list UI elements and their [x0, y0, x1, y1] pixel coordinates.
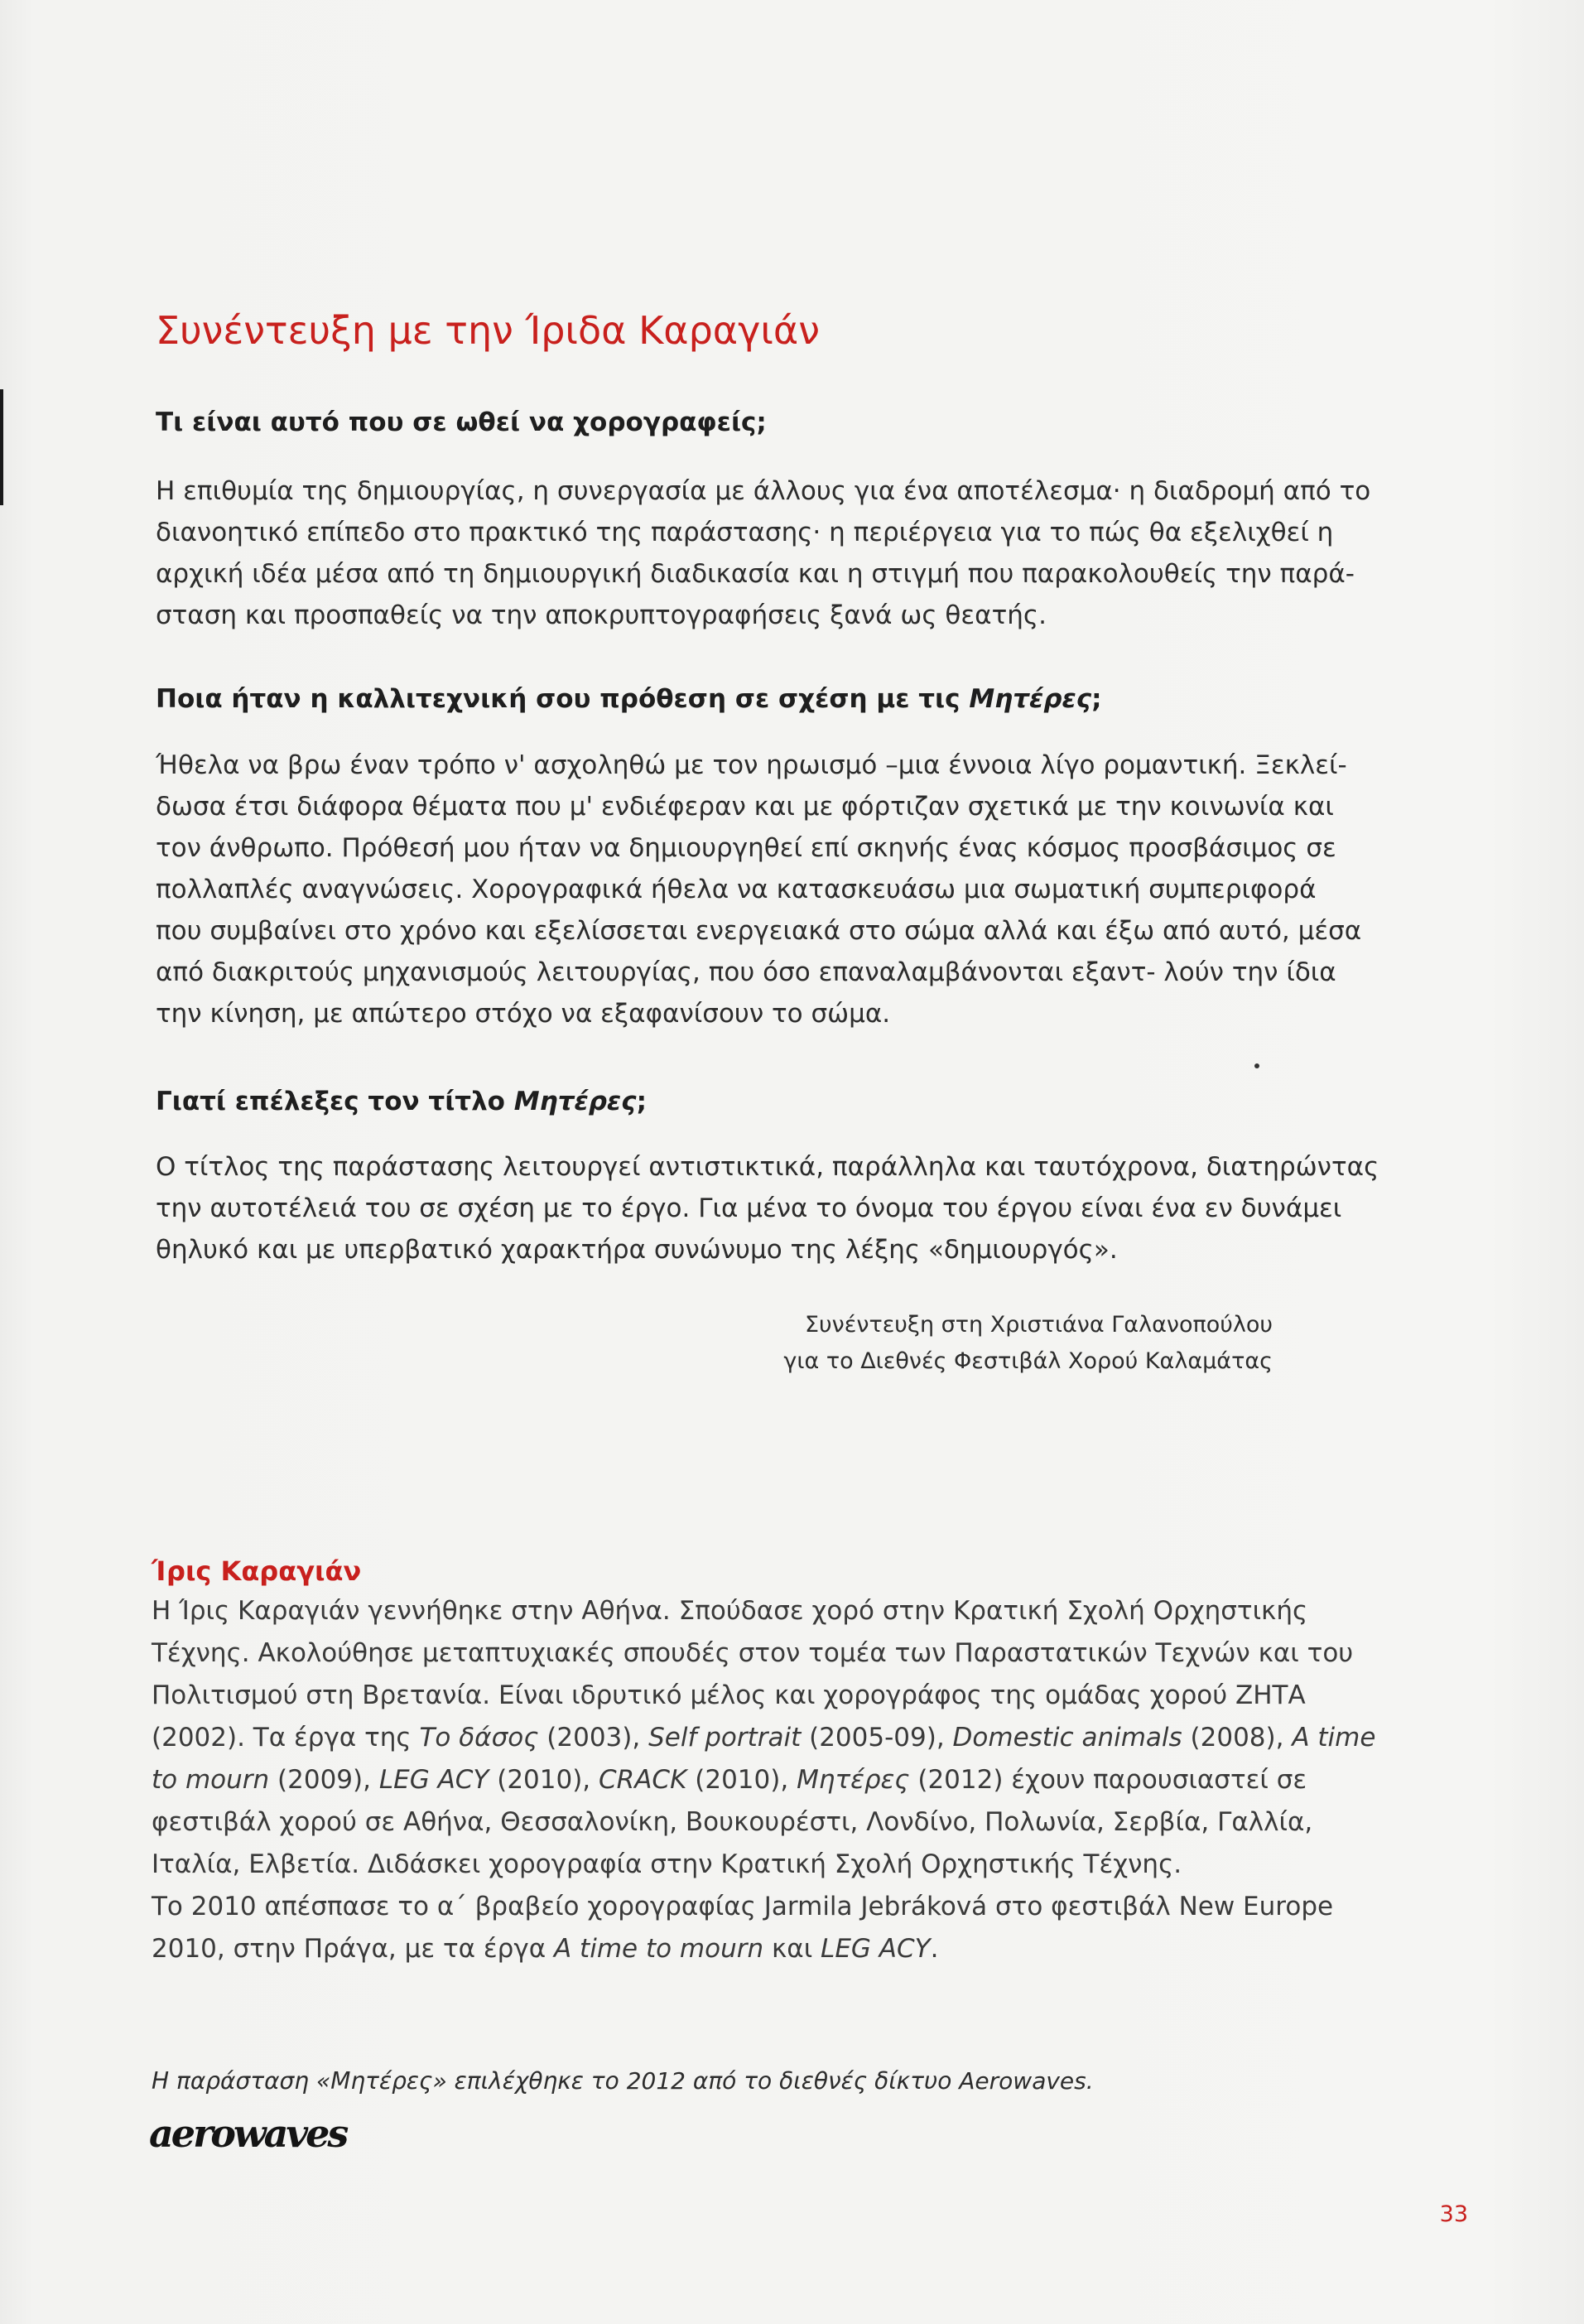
work-title: Domestic animals	[952, 1723, 1182, 1753]
bio-text-run: 2010, στην Πράγα, με τα έργα	[152, 1934, 554, 1964]
work-title: Μητέρες	[797, 1765, 910, 1795]
bio-line: Τέχνης. Ακολούθησε μεταπτυχιακές σπουδές στον τομέα των Παραστατικών Τεχνών και του	[152, 1638, 1354, 1668]
bio-line	[152, 1717, 1376, 1759]
bio-text-run: (2002). Τα έργα της	[152, 1723, 420, 1753]
question-3-title: Μητέρες	[513, 1087, 637, 1116]
question-3-text: Γιατί επέλεξες τον τίτλο	[156, 1087, 514, 1116]
interview-credit	[783, 1307, 1273, 1380]
bio-line	[152, 1759, 1307, 1801]
work-title: Το δάσος	[419, 1723, 539, 1753]
answer-1-line: Η επιθυμία της δημιουργίας, η συνεργασία με άλλους για ένα αποτέλεσμα· η διαδρομή από το	[156, 476, 1371, 506]
credit-line: Συνέντευξη στη Χριστιάνα Γαλανοπούλου	[805, 1312, 1273, 1338]
bio-text-run: (2009),	[269, 1765, 379, 1795]
question-3-end: ;	[636, 1087, 647, 1116]
question-2-title: Μητέρες	[969, 684, 1092, 714]
work-title: A time	[1292, 1723, 1376, 1753]
bio-line	[152, 1928, 1278, 1970]
aerowaves-note: Η παράσταση «Μητέρες» επιλέχθηκε το 2012 από το διεθνές δίκτυο Aerowaves.	[152, 2067, 1094, 2095]
bio-text-run: (2005-09),	[801, 1723, 953, 1753]
answer-2-line: Ήθελα να βρω έναν τρόπο ν' ασχοληθώ με τον ηρωισμό –μια έννοια λίγο ρομαντική. Ξεκλεί-	[156, 750, 1347, 780]
bio-text-run: (2003),	[538, 1723, 649, 1753]
answer-2-line: δωσα έτσι διάφορα θέματα που μ' ενδιέφεραν και με φόρτιζαν σχετικά με την κοινωνία και	[156, 792, 1334, 822]
work-title: LEG ACY	[821, 1934, 931, 1964]
answer-3-line: Ο τίτλος της παράστασης λειτουργεί αντιστικτικά, παράλληλα και ταυτόχρονα, διατηρώντας	[156, 1152, 1379, 1182]
answer-2	[156, 745, 1362, 1034]
answer-2-line: τον άνθρωπο. Πρόθεσή μου ήταν να δημιουργηθεί επί σκηνής ένας κόσμος προσβάσιμος σε	[156, 833, 1336, 863]
bio-line: Πολιτισμού στη Βρετανία. Είναι ιδρυτικό μέλος και χορογράφος της ομάδας χορού ΖΗΤΑ	[152, 1680, 1306, 1710]
bio-text-run: (2012) έχουν παρουσιαστεί σε	[909, 1765, 1307, 1795]
work-title: CRACK	[599, 1765, 687, 1795]
bio-text	[152, 1590, 1376, 1970]
answer-1-line: διανοητικό επίπεδο στο πρακτικό της παράστασης· η περιέργεια για το πώς θα εξελιχθεί η	[156, 518, 1334, 547]
bio-text-run: και	[763, 1934, 821, 1964]
work-title: to mourn	[152, 1765, 270, 1795]
bio-line: φεστιβάλ χορού σε Αθήνα, Θεσσαλονίκη, Βουκουρέστι, Λονδίνο, Πολωνία, Σερβία, Γαλλία,	[152, 1807, 1313, 1837]
question-1: Τι είναι αυτό που σε ωθεί να χορογραφείς;	[156, 407, 767, 437]
answer-2-line: από διακριτούς μηχανισμούς λειτουργίας, που όσο επαναλαμβάνονται εξαντ- λούν την ίδια	[156, 957, 1336, 987]
page-title: Συνέντευξη με την Ίριδα Καραγιάν	[156, 308, 820, 353]
answer-3-line: την αυτοτέλειά του σε σχέση με το έργο. Για μένα το όνομα του έργου είναι ένα εν δυνάμει	[156, 1193, 1342, 1223]
question-2-text: Ποια ήταν η καλλιτεχνική σου πρόθεση σε σχέση με τις	[156, 684, 970, 714]
bio-text-run: (2010),	[489, 1765, 599, 1795]
answer-1-line: σταση και προσπαθείς να την αποκρυπτογραφήσεις ξανά ως θεατής.	[156, 600, 1047, 630]
page-number: 33	[1439, 2201, 1468, 2227]
answer-3-line: θηλυκό και με υπερβατικό χαρακτήρα συνώνυμο της λέξης «δημιουργός».	[156, 1235, 1118, 1265]
scan-edge-mark	[0, 389, 3, 505]
work-title: A time to mourn	[554, 1934, 764, 1964]
credit-line: για το Διεθνές Φεστιβάλ Χορού Καλαμάτας	[783, 1348, 1273, 1374]
aerowaves-logo: aerowaves	[149, 2111, 347, 2156]
bio-text-run: .	[930, 1934, 939, 1964]
work-title: Self portrait	[648, 1723, 802, 1753]
bio-line: Η Ίρις Καραγιάν γεννήθηκε στην Αθήνα. Σπούδασε χορό στην Κρατική Σχολή Ορχηστικής	[152, 1596, 1308, 1626]
work-title: LEG ACY	[378, 1765, 489, 1795]
question-3	[156, 1087, 647, 1116]
bio-heading: Ίρις Καραγιάν	[152, 1555, 362, 1587]
question-2	[156, 684, 1102, 714]
bio-text-run: (2008),	[1182, 1723, 1293, 1753]
bio-line: Το 2010 απέσπασε το α΄ βραβείο χορογραφίας Jarmila Jebráková στο φεστιβάλ New Europe	[152, 1892, 1334, 1921]
answer-2-line: την κίνηση, με απώτερο στόχο να εξαφανίσουν το σώμα.	[156, 999, 891, 1029]
answer-1	[156, 470, 1371, 636]
answer-2-line: που συμβαίνει στο χρόνο και εξελίσσεται ενεργειακά στο σώμα αλλά και έξω από αυτό, μέσα	[156, 916, 1362, 946]
bio-line: Ιταλία, Ελβετία. Διδάσκει χορογραφία στην Κρατική Σχολή Ορχηστικής Τέχνης.	[152, 1849, 1182, 1879]
bio-text-run: (2010),	[686, 1765, 797, 1795]
answer-3	[156, 1146, 1379, 1270]
answer-1-line: αρχική ιδέα μέσα από τη δημιουργική διαδικασία και η στιγμή που παρακολουθείς την παρά-	[156, 559, 1355, 589]
answer-2-line: πολλαπλές αναγνώσεις. Χορογραφικά ήθελα να κατασκευάσω μια σωματική συμπεριφορά	[156, 875, 1317, 904]
stray-dot	[1254, 1063, 1259, 1068]
question-2-end: ;	[1091, 684, 1102, 714]
